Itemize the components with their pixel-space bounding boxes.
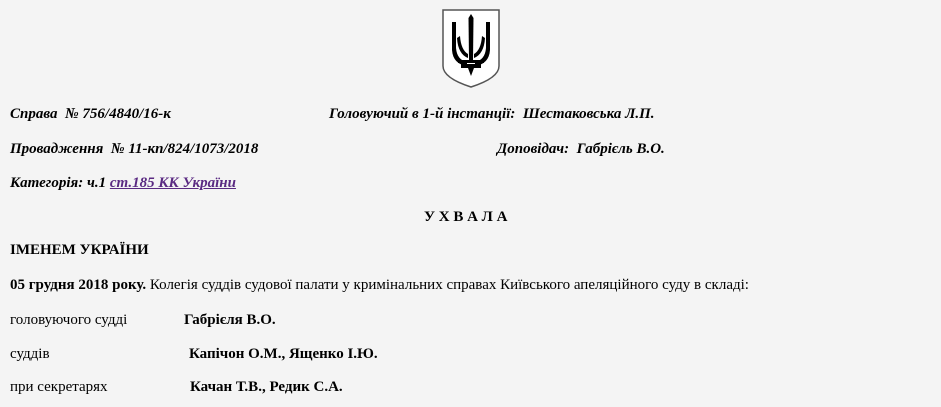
intro-text: Колегія суддів судової палати у кримінальних справах Київського апеляційного суду в складі:	[149, 277, 749, 293]
reporter-name: Габрієль В.О.	[576, 141, 665, 157]
panel-role: суддів	[10, 346, 50, 362]
case-number: № 756/4840/16-к	[64, 106, 171, 122]
trident-coat-of-arms-icon	[441, 8, 501, 89]
panel-names: Качан Т.В., Редик С.А.	[190, 379, 343, 395]
presiding-label: Головуючий в 1-й інстанції:	[329, 106, 516, 122]
category-label: Категорія: ч.1	[10, 175, 107, 191]
presiding-name: Шестаковська Л.П.	[522, 106, 655, 122]
document-title: У Х В А Л А	[424, 209, 508, 225]
intro-paragraph	[10, 277, 749, 294]
criminal-code-article-link[interactable]: ст.185 КК України	[109, 175, 236, 191]
case-number-line	[10, 106, 171, 123]
reporter-label: Доповідач:	[497, 141, 570, 157]
proceeding-number-line	[10, 141, 258, 158]
in-the-name-of-ukraine: ІМЕНЕМ УКРАЇНИ	[10, 242, 149, 258]
panel-role: при секретарях	[10, 379, 108, 395]
panel-names: Капічон О.М., Ященко І.Ю.	[189, 346, 378, 362]
decision-date: 05 грудня 2018 року.	[10, 277, 147, 293]
case-label: Справа	[10, 106, 58, 122]
proceeding-number: № 11-кп/824/1073/2018	[110, 141, 259, 157]
panel-role: головуючого судді	[10, 312, 128, 328]
proceeding-label: Провадження	[10, 141, 104, 157]
reporter-line	[497, 141, 665, 158]
category-line	[10, 175, 236, 192]
presiding-first-instance-line	[329, 106, 655, 123]
panel-names: Габрієля В.О.	[184, 312, 276, 328]
